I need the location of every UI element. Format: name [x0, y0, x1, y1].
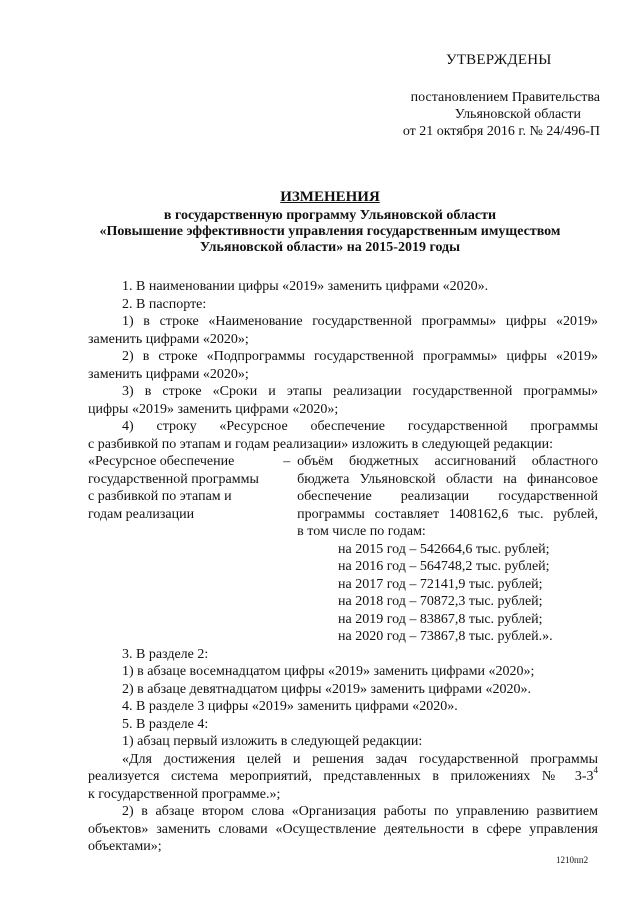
- item-5-2-line-c: объектами»;: [88, 839, 162, 854]
- resource-right-line-4: программы составляет 1408162,6 тыс. рублей,: [297, 506, 598, 522]
- item-2-3-line-a: 3) в строке «Сроки и этапы реализации государственной программы»: [122, 384, 598, 399]
- year-2019: на 2019 год – 83867,8 тыс. рублей;: [338, 611, 543, 627]
- item-5-2-line-b: объектов» заменить словами «Осуществление деятельности в сфере управления: [88, 821, 598, 837]
- resource-table-left: [88, 455, 283, 543]
- resource-left-line-4: годам реализации: [88, 506, 195, 522]
- item-2-1-line-b: заменить цифрами «2020»;: [88, 331, 249, 347]
- year-2018: на 2018 год – 70872,3 тыс. рублей;: [338, 594, 543, 609]
- document-title: [70, 190, 590, 257]
- decree-line-3: от 21 октября 2016 г. № 24/496-П: [402, 124, 600, 139]
- item-5-superscript: 4: [593, 765, 598, 775]
- resource-years: [88, 543, 598, 648]
- decree-reference: [300, 91, 600, 142]
- item-3-1: 1) в абзаце восемнадцатом цифры «2019» заменить цифрами «2020»;: [122, 664, 535, 679]
- resource-left-line-1: «Ресурсное обеспечение: [88, 454, 235, 469]
- decree-line-1: постановлением Правительства: [410, 90, 600, 105]
- decree-line-2: Ульяновской области: [454, 107, 581, 122]
- item-5-quote-line-b-text: реализуется система мероприятий, представленных в приложениях № 3-3: [88, 769, 594, 784]
- title-main: ИЗМЕНЕНИЯ: [280, 189, 380, 205]
- year-2017: на 2017 год – 72141,9 тыс. рублей;: [338, 576, 543, 592]
- item-2: 2. В паспорте:: [122, 296, 207, 312]
- resource-left-line-2: государственной программы: [88, 471, 259, 487]
- item-3-2: 2) в абзаце девятнадцатом цифры «2019» заменить цифрами «2020».: [122, 681, 531, 697]
- year-2016: на 2016 год – 564748,2 тыс. рублей;: [338, 559, 550, 574]
- item-5-1: 1) абзац первый изложить в следующей редакции:: [122, 734, 423, 749]
- item-5-quote-line-b: [88, 765, 598, 788]
- title-line-1: в государственную программу Ульяновской области: [163, 208, 497, 223]
- item-5: 5. В разделе 4:: [122, 716, 209, 732]
- year-2015: на 2015 год – 542664,6 тыс. рублей;: [338, 541, 550, 557]
- item-4: 4. В разделе 3 цифры «2019» заменить цифрами «2020».: [122, 699, 458, 714]
- resource-table-right: [297, 455, 598, 543]
- resource-left-line-3: с разбивкой по этапам и: [88, 489, 232, 504]
- resource-dash-text: –: [283, 454, 291, 469]
- item-2-4-line-b: с разбивкой по этапам и годам реализации» изложить в следующей редакции:: [88, 436, 554, 452]
- item-1: 1. В наименовании цифры «2019» заменить цифрами «2020».: [122, 279, 489, 294]
- resource-right-line-5: в том числе по годам:: [297, 524, 426, 539]
- item-2-4-line-a: 4) строку «Ресурсное обеспечение государственной программы: [122, 419, 598, 434]
- item-2-1-line-a: 1) в строке «Наименование государственной программы» цифры «2019»: [122, 314, 598, 329]
- title-line-3: Ульяновской области» на 2015-2019 годы: [199, 240, 461, 255]
- title-line-2: «Повышение эффективности управления государственным имуществом: [99, 224, 561, 239]
- resource-right-line-3: обеспечение реализации государственной: [297, 489, 598, 504]
- approved-label: УТВЕРЖДЕНЫ: [446, 52, 552, 68]
- year-2020: на 2020 год – 73867,8 тыс. рублей.».: [338, 629, 553, 644]
- item-2-2-line-a: 2) в строке «Подпрограммы государственной программы» цифры «2019»: [122, 349, 598, 364]
- item-5-quote-line-c: к государственной программе.»;: [88, 786, 281, 802]
- resource-dash: [283, 455, 297, 543]
- item-5-2-line-a: 2) в абзаце втором слова «Организация работы по управлению развитием: [122, 804, 598, 819]
- resource-right-line-1: объём бюджетных ассигнований областного: [297, 454, 598, 469]
- document-stamp: 1210пп2: [556, 855, 589, 865]
- resource-table: [88, 455, 598, 543]
- item-5-quote-line-a: «Для достижения целей и решения задач государственной программы: [122, 751, 598, 767]
- resource-right-line-2: бюджета Ульяновской области на финансовое: [297, 471, 598, 487]
- item-3: 3. В разделе 2:: [122, 646, 209, 662]
- document-body: [88, 280, 598, 858]
- item-2-3-line-b: цифры «2019» заменить цифрами «2020»;: [88, 401, 339, 417]
- item-2-2-line-b: заменить цифрами «2020»;: [88, 366, 249, 382]
